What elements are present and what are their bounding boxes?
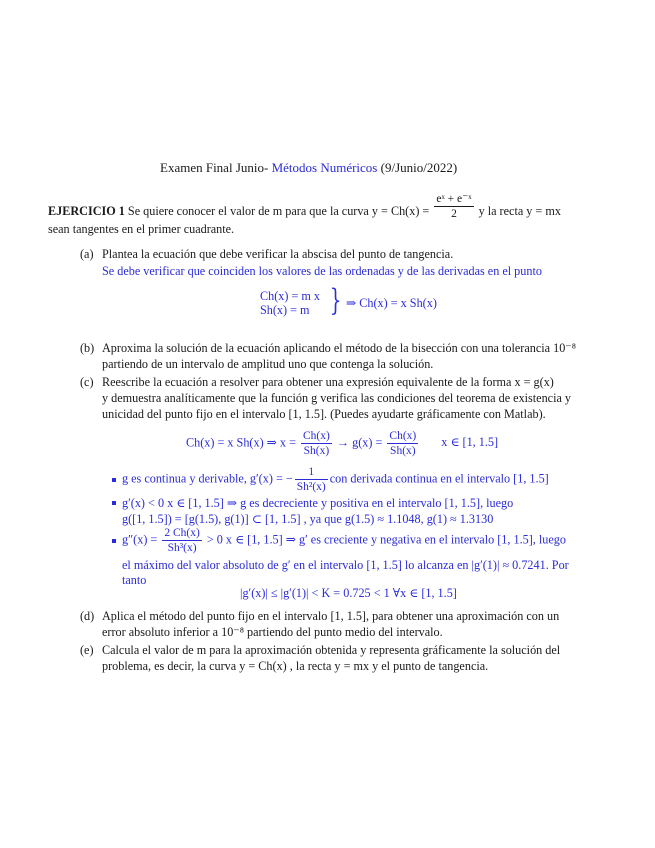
item-c-eq-b: → g(x) = (336, 435, 383, 450)
item-c-frac2 (387, 429, 418, 458)
item-c-frac1 (301, 429, 332, 458)
item-c-frac1-num: Ch(x) (303, 430, 330, 442)
item-c-label: (c) (80, 375, 94, 389)
bullet3-b: > 0 x ∈ [1, 1.5] ⇒ g′ es creciente y negativa en el intervalo [1, 1.5], luego (206, 532, 566, 547)
exercise-fraction (434, 192, 473, 221)
bullet1-a: g es continua y derivable, g′(x) = − (122, 471, 293, 486)
item-e-label: (e) (80, 643, 94, 657)
bullet2-line2: g([1, 1.5]) = [g(1.5), g(1)] ⊂ [1, 1.5] , ya que g(1.5) ≈ 1.1048, g(1) ≈ 1.3130 (122, 512, 494, 526)
item-a-answer: Se debe verificar que coinciden los valores de las ordenadas y de las derivadas en el punto (102, 264, 542, 278)
item-b-line1: Aproxima la solución de la ecuación aplicando el método de la bisección con una tolerancia 10⁻⁸ (102, 341, 576, 355)
bullet3-line3: tanto (122, 573, 147, 587)
bullet1-line (122, 465, 549, 494)
item-c-eq-a: Ch(x) = x Sh(x) ⇒ x = (186, 435, 296, 450)
title-prefix: Examen Final Junio- (160, 160, 272, 175)
exercise-intro-b: y la recta y = mx (478, 204, 561, 218)
bullet3-line1 (122, 526, 566, 555)
item-a-label: (a) (80, 247, 94, 261)
item-c-equation (186, 429, 498, 458)
bullet-icon (112, 501, 116, 505)
item-b-line2: partiendo de un intervalo de amplitud uno que contenga la solución. (102, 357, 434, 371)
item-d-line2: error absoluto inferior a 10⁻⁸ partiendo del punto medio del intervalo. (102, 625, 443, 639)
item-a-eq1: Ch(x) = m x (260, 289, 321, 303)
item-c-frac2-num: Ch(x) (389, 430, 417, 442)
exercise-frac-num: eˣ + e⁻ˣ (436, 192, 472, 205)
bullet1-frac (295, 465, 328, 494)
bullet3-frac (162, 526, 201, 555)
bullet3-a: g″(x) = (122, 532, 158, 547)
bullet-icon (112, 478, 116, 482)
title-subject: Métodos Numéricos (271, 160, 378, 175)
bullet3-frac-num: 2 Ch(x) (164, 527, 200, 539)
bullet3-frac-den: Sh³(x) (167, 542, 197, 554)
bullet2-line1: g′(x) < 0 x ∈ [1, 1.5] ⇒ g es decreciente y positiva en el intervalo [1, 1.5], luego (122, 496, 514, 510)
exercise-intro-c: sean tangentes en el primer cuadrante. (48, 222, 235, 236)
exercise-frac-den: 2 (451, 207, 457, 220)
bullet1-frac-num: 1 (295, 465, 328, 480)
item-a-eq3: ⇒ Ch(x) = x Sh(x) (346, 296, 437, 310)
item-c-frac2-den: Sh(x) (390, 445, 416, 457)
item-a-text: Plantea la ecuación que debe verificar la abscisa del punto de tangencia. (102, 247, 454, 261)
item-c-line1: Reescribe la ecuación a resolver para obtener una expresión equivalente de la forma x = g(x) (102, 375, 554, 389)
item-b-label: (b) (80, 341, 95, 355)
item-c-frac1-den: Sh(x) (303, 445, 330, 457)
item-d-label: (d) (80, 609, 95, 623)
bullet1-frac-den: Sh²(x) (296, 481, 326, 493)
bullet-icon (112, 539, 116, 543)
title-date: (9/Junio/2022) (377, 160, 458, 175)
bullet1-b: con derivada continua en el intervalo [1, 1.5] (329, 471, 549, 486)
exercise-intro-a: Se quiere conocer el valor de m para que la curva y = Ch(x) = (127, 204, 430, 218)
item-a-eq2: Sh(x) = m (260, 303, 310, 317)
item-d-line1: Aplica el método del punto fijo en el intervalo [1, 1.5], para obtener una aproximación con un (102, 609, 560, 623)
bullet3-line2: el máximo del valor absoluto de g′ en el intervalo [1, 1.5] lo alcanza en |g′(1)| ≈ 0.7241. Por (122, 558, 569, 572)
item-e-line2: problema, es decir, la curva y = Ch(x) , la recta y = mx y el punto de tangencia. (102, 659, 489, 673)
right-brace-icon: } (329, 283, 342, 318)
item-c-line2: y demuestra analíticamente que la función g verifica las condiciones del teorema de existencia y (102, 391, 572, 405)
item-c-eq-c: x ∈ [1, 1.5] (441, 435, 499, 450)
exercise-label: EJERCICIO 1 (48, 204, 125, 218)
page-title (160, 160, 457, 176)
item-e-line1: Calcula el valor de m para la aproximación obtenida y representa gráficamente la solución del (102, 643, 561, 657)
bullet3-eq: |g′(x)| ≤ |g′(1)| < K = 0.725 < 1 ∀x ∈ [1, 1.5] (240, 586, 457, 600)
item-c-line3: unicidad del punto fijo en el intervalo [1, 1.5]. (Puedes ayudarte gráficamente con Matlab). (102, 407, 546, 421)
exercise-intro (48, 192, 561, 221)
